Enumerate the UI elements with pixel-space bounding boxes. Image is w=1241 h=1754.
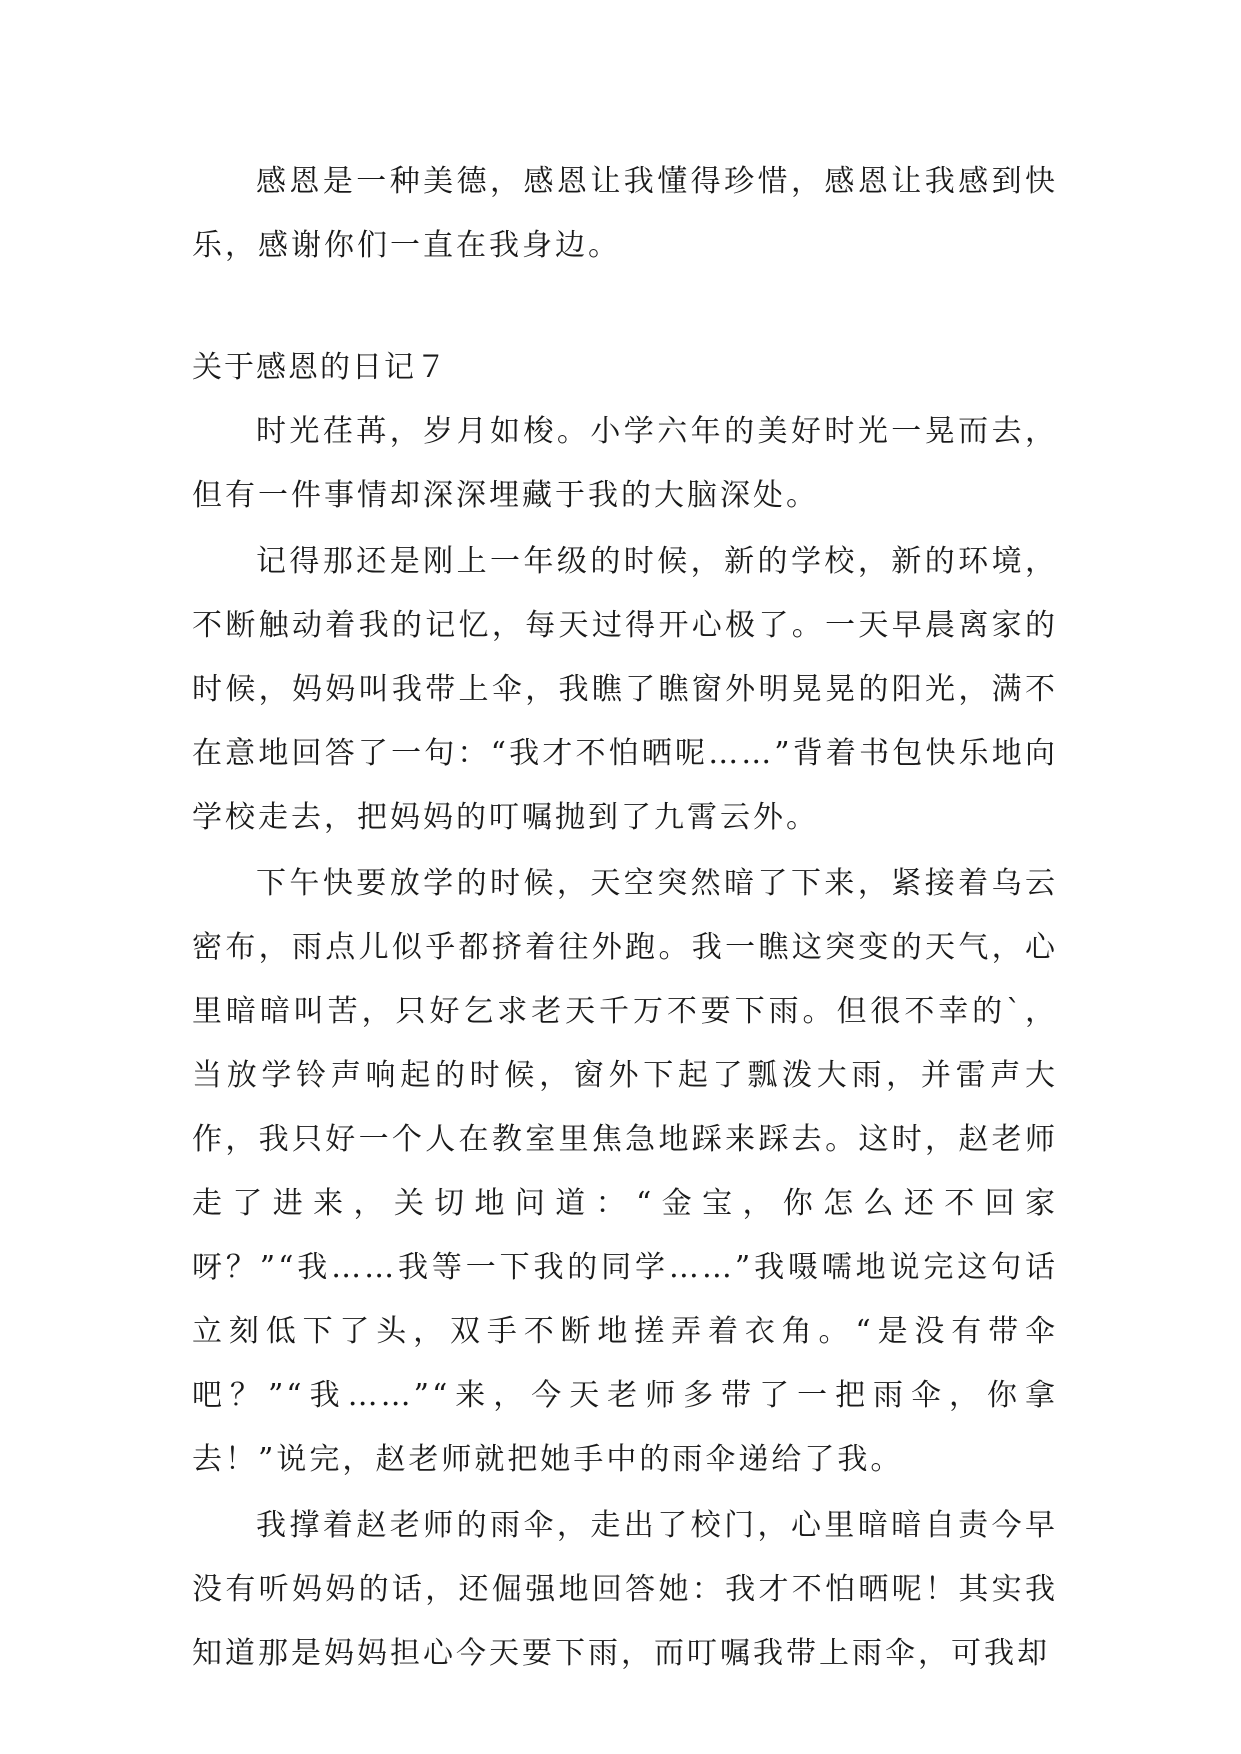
diary-section bbox=[192, 336, 1058, 1686]
paragraph: 记得那还是刚上一年级的时候，新的学校，新的环境，不断触动着我的记忆，每天过得开心极了。一天早晨离家的时候，妈妈叫我带上伞，我瞧了瞧窗外明晃晃的阳光，满不在意地回答了一句：“我才不怕晒呢……”背着书包快乐地向学校走去，把妈妈的叮嘱抛到了九霄云外。 bbox=[192, 544, 1058, 835]
intro-paragraph: 感恩是一种美德，感恩让我懂得珍惜，感恩让我感到快乐，感谢你们一直在我身边。 bbox=[192, 164, 1058, 263]
paragraph: 时光荏苒，岁月如梭。小学六年的美好时光一晃而去，但有一件事情却深深埋藏于我的大脑深处。 bbox=[192, 414, 1058, 513]
intro-section bbox=[192, 150, 1058, 278]
paragraph: 下午快要放学的时候，天空突然暗了下来，紧接着乌云密布，雨点儿似乎都挤着往外跑。我一瞧这突变的天气，心里暗暗叫苦，只好乞求老天千万不要下雨。但很不幸的`，当放学铃声响起的时候，窗外下起了瓢泼大雨，并雷声大作，我只好一个人在教室里焦急地踩来踩去。这时，赵老师走了进来，关切地问道：“金宝，你怎么还不回家呀？”“我……我等一下我的同学……”我嗫嚅地说完这句话立刻低下了头，双手不断地搓弄着衣角。“是没有带伞吧？”“我……”“来，今天老师多带了一把雨伞，你拿去！”说完，赵老师就把她手中的雨伞递给了我。 bbox=[192, 866, 1058, 1477]
paragraph: 我撑着赵老师的雨伞，走出了校门，心里暗暗自责今早没有听妈妈的话，还倔强地回答她：我才不怕晒呢！其实我知道那是妈妈担心今天要下雨，而叮嘱我带上雨伞，可我却 bbox=[192, 1508, 1058, 1671]
diary-title: 关于感恩的日记７ bbox=[192, 350, 448, 385]
